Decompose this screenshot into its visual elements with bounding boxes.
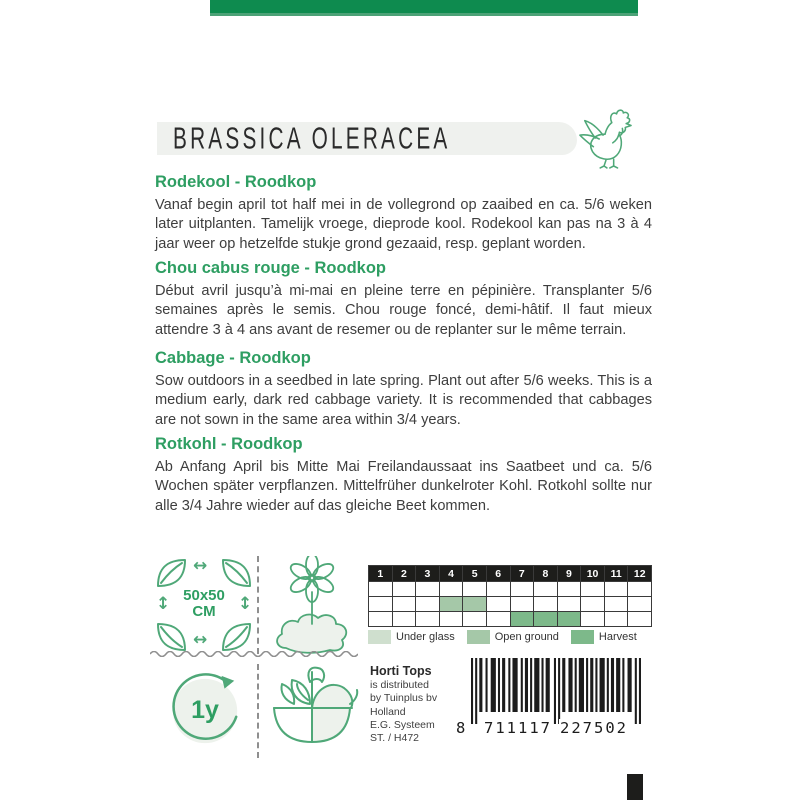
- calendar-cell-harvest: [511, 612, 534, 626]
- spacing-unit: CM: [192, 603, 216, 620]
- distributor-name: Horti Tops: [370, 664, 432, 678]
- section-body-german: Ab Anfang April bis Mitte Mai Freilandaussaat ins Saatbeet und ca. 5/6 Wochen später verpflanzen. Mittelfrüher dunkelroter Kohl. Rotkohl sollte nur alle 3/4 Jahre wieder auf das gleiche Beet kommen.: [155, 459, 652, 514]
- calendar-cell-harvest: [628, 612, 651, 626]
- distributor-line: Holland: [370, 705, 406, 718]
- distributor-line: by Tuinplus bv: [370, 692, 438, 705]
- section-body-english: Sow outdoors in a seedbed in late spring. Plant out after 5/6 weeks. This is a medium early, dark red cabbage variety. It is recommended that cabbages are not sown in the same area within 3/4 years.: [155, 373, 652, 428]
- calendar-cell-open-ground: [558, 597, 581, 611]
- distributor-line: E.G. Systeem: [370, 718, 435, 731]
- calendar-cell-open-ground: [416, 597, 439, 611]
- calendar-cell-under-glass: [534, 582, 557, 596]
- calendar-cell-harvest: [605, 612, 628, 626]
- one-year-label: 1y: [191, 696, 219, 724]
- calendar-cell-open-ground: [534, 597, 557, 611]
- legend-swatch-open-ground: [467, 630, 490, 644]
- print-registration-mark: [627, 774, 643, 800]
- calendar-cell-harvest: [393, 612, 416, 626]
- calendar-cell-harvest: [440, 612, 463, 626]
- calendar-month-header: 1: [369, 566, 392, 581]
- barcode-group-left: 711117: [484, 719, 552, 737]
- spacing-value: 50x50: [183, 587, 225, 604]
- calendar-cell-open-ground: [487, 597, 510, 611]
- spacing-dimension-label: [176, 588, 232, 620]
- horizontal-arrow-icon: ↔: [193, 556, 208, 576]
- flower-on-soil-icon: [264, 556, 360, 654]
- distributor-line: ST. / H472: [370, 732, 420, 745]
- ean-barcode: [455, 658, 647, 744]
- section-dutch: [155, 173, 652, 254]
- calendar-cell-under-glass: [393, 582, 416, 596]
- calendar-month-header: 3: [416, 566, 439, 581]
- calendar-cell-open-ground: [511, 597, 534, 611]
- calendar-grid: [368, 565, 652, 627]
- rooster-icon: [578, 108, 632, 170]
- calendar-cell-harvest: [463, 612, 486, 626]
- calendar-cell-open-ground: [440, 597, 463, 611]
- calendar-month-header: 6: [487, 566, 510, 581]
- legend-item-harvest: [571, 630, 649, 644]
- salad-bowl-icon: [264, 664, 360, 760]
- one-year-cycle-icon: [152, 664, 256, 760]
- legend-label: Harvest: [598, 631, 637, 643]
- calendar-cell-open-ground: [628, 597, 651, 611]
- section-german: [155, 435, 652, 516]
- plant-spacing-icon: [152, 556, 256, 654]
- calendar-cell-under-glass: [511, 582, 534, 596]
- calendar-cell-under-glass: [416, 582, 439, 596]
- calendar-cell-under-glass: [558, 582, 581, 596]
- legend-swatch-harvest: [571, 630, 594, 644]
- horizontal-arrow-icon: ↔: [193, 630, 208, 650]
- calendar-month-header: 7: [511, 566, 534, 581]
- calendar-cell-under-glass: [440, 582, 463, 596]
- species-title: BRASSICA OLERACEA: [173, 120, 451, 156]
- barcode-digit-left: 8: [456, 719, 468, 737]
- calendar-cell-under-glass: [605, 582, 628, 596]
- calendar-cell-under-glass: [369, 582, 392, 596]
- calendar-cell-open-ground: [581, 597, 604, 611]
- calendar-month-header: 8: [534, 566, 557, 581]
- section-heading-german: Rotkohl - Roodkop: [155, 435, 303, 453]
- distributor-line: is distributed: [370, 679, 429, 692]
- calendar-cell-under-glass: [463, 582, 486, 596]
- barcode-group-right: 227502: [560, 719, 628, 737]
- calendar-month-header: 2: [393, 566, 416, 581]
- calendar-cell-harvest: [416, 612, 439, 626]
- calendar-cell-harvest: [558, 612, 581, 626]
- calendar-legend: [368, 630, 654, 644]
- calendar-cell-open-ground: [393, 597, 416, 611]
- calendar-cell-under-glass: [487, 582, 510, 596]
- section-heading-dutch: Rodekool - Roodkop: [155, 173, 317, 191]
- calendar-cell-under-glass: [581, 582, 604, 596]
- calendar-month-header: 4: [440, 566, 463, 581]
- legend-swatch-under-glass: [368, 630, 391, 644]
- legend-item-under-glass: [368, 630, 467, 644]
- divider-wavy-horizontal: [150, 651, 358, 657]
- calendar-cell-harvest: [487, 612, 510, 626]
- legend-label: Under glass: [396, 631, 455, 643]
- top-green-bar: [210, 0, 638, 16]
- barcode-bars: [471, 658, 641, 724]
- section-english: [155, 349, 652, 430]
- section-body-french: Début avril jusqu’à mi-mai en pleine terre en pépinière. Transplanter 5/6 semaines après le semis. Chou rouge foncé, demi-hâtif. Il faut mieux attendre 3 à 4 ans avant de resemer ou de replanter sur le même terrain.: [155, 283, 652, 338]
- calendar-month-header: 9: [558, 566, 581, 581]
- legend-item-open-ground: [467, 630, 571, 644]
- calendar-month-header: 11: [605, 566, 628, 581]
- section-french: [155, 259, 652, 340]
- calendar-cell-harvest: [369, 612, 392, 626]
- calendar-cell-open-ground: [463, 597, 486, 611]
- calendar-cell-open-ground: [369, 597, 392, 611]
- divider-vertical: [257, 664, 259, 758]
- section-body-dutch: Vanaf begin april tot half mei in de vollegrond op zaaibed en ca. 5/6 weken later uitplanten. Tamelijk vroege, dieprode kool. Rodekool kan pas na 3 à 4 jaar weer op hetzelfde stukje grond gezaaid, resp. geplant worden.: [155, 197, 652, 252]
- title-band: [157, 122, 577, 155]
- calendar-cell-under-glass: [628, 582, 651, 596]
- vertical-arrow-icon: ↕: [156, 594, 171, 614]
- calendar-cell-harvest: [534, 612, 557, 626]
- calendar-cell-open-ground: [605, 597, 628, 611]
- calendar-month-header: 10: [581, 566, 604, 581]
- section-heading-english: Cabbage - Roodkop: [155, 349, 311, 367]
- calendar-month-header: 5: [463, 566, 486, 581]
- legend-label: Open ground: [494, 631, 559, 643]
- divider-vertical: [257, 556, 259, 654]
- vertical-arrow-icon: ↕: [238, 594, 253, 614]
- calendar-cell-harvest: [581, 612, 604, 626]
- calendar-month-header: 12: [628, 566, 651, 581]
- section-heading-french: Chou cabus rouge - Roodkop: [155, 259, 386, 277]
